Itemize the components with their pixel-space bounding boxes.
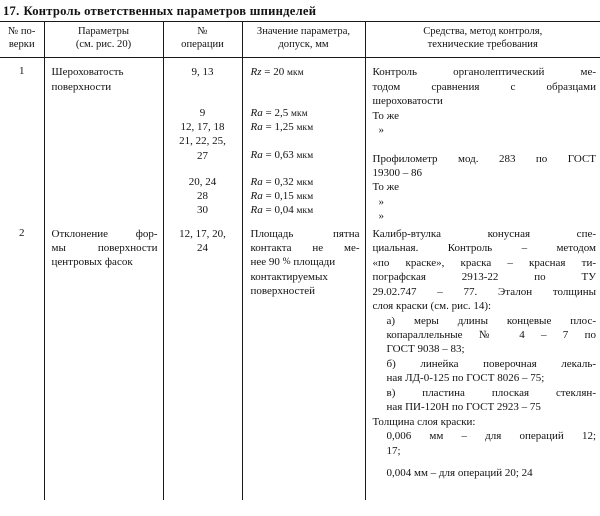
control-parameters-table bbox=[0, 22, 600, 499]
means-line: копараллельные № 4 – 7 по bbox=[386, 329, 596, 342]
means-line: Калибр-втулка конусная спе- bbox=[372, 227, 596, 240]
value-number: 0,15 bbox=[274, 189, 294, 202]
value-unit: мкм bbox=[296, 122, 314, 133]
means-ditto-mark: » bbox=[378, 195, 384, 208]
value-entry bbox=[251, 203, 360, 217]
means-line: ГОСТ 9038 – 83; bbox=[386, 343, 465, 356]
page-title bbox=[0, 0, 600, 21]
table-row bbox=[0, 58, 600, 224]
value-equals: = bbox=[262, 189, 275, 202]
value-unit: мкм bbox=[286, 68, 304, 79]
header-line: Значение параметра, bbox=[256, 26, 351, 38]
value-line: контакта не ме- bbox=[250, 242, 360, 255]
operation-no: 27 bbox=[197, 149, 208, 162]
check-no: 1 bbox=[19, 65, 25, 78]
value-number: 2,5 bbox=[274, 106, 289, 119]
header-line: Средства, метод контроля, bbox=[423, 26, 543, 38]
parameter-line: мы поверхности bbox=[51, 242, 158, 255]
percent-symbol: % bbox=[282, 256, 291, 268]
value-equals: = bbox=[262, 120, 275, 133]
header-cell-operation-no bbox=[163, 22, 242, 57]
row1-operations-cell bbox=[163, 58, 242, 224]
header-line: (см. рис. 20) bbox=[75, 39, 132, 51]
value-entry bbox=[251, 189, 360, 203]
operation-no: 24 bbox=[197, 242, 208, 255]
means-line: 17; bbox=[386, 444, 401, 457]
operation-no: 28 bbox=[197, 190, 208, 203]
value-number: 0,63 bbox=[274, 149, 294, 162]
means-line: шероховатости bbox=[372, 95, 443, 108]
means-line: Профилометр мод. 283 по ГОСТ bbox=[372, 152, 596, 165]
header-line: технические требования bbox=[427, 39, 538, 51]
value-symbol: Ra bbox=[250, 204, 263, 217]
row1-value-cell bbox=[242, 58, 365, 224]
row2-check-no-cell bbox=[0, 224, 44, 500]
value-entry bbox=[251, 65, 360, 79]
means-line: То же bbox=[372, 109, 399, 122]
value-unit: мкм bbox=[296, 191, 314, 202]
means-line: пографская 2913-22 по ТУ bbox=[372, 271, 596, 284]
means-line: 0,006 мм – для операций 12; bbox=[386, 430, 596, 443]
value-symbol: Rz bbox=[250, 66, 262, 79]
means-line: То же bbox=[372, 181, 399, 194]
value-entry bbox=[251, 148, 360, 162]
operation-no: 20, 24 bbox=[188, 175, 217, 188]
check-no: 2 bbox=[19, 226, 25, 239]
row2-parameter-cell bbox=[44, 224, 163, 500]
value-equals: = bbox=[262, 175, 275, 188]
value-line: поверхностей bbox=[250, 285, 316, 298]
value-number: 1,25 bbox=[274, 120, 294, 133]
row2-means-cell bbox=[365, 224, 600, 500]
row1-parameter-cell bbox=[44, 58, 163, 224]
value-entry bbox=[251, 106, 360, 120]
value-line: Площадь пятна bbox=[250, 227, 360, 240]
page-title-text: Контроль ответственных параметров шпинделей bbox=[23, 4, 317, 18]
operation-no: 30 bbox=[197, 204, 208, 217]
parameter-line: Отклонение фор- bbox=[51, 227, 158, 240]
parameter-line: Шероховатость bbox=[51, 66, 124, 79]
value-equals: = bbox=[262, 106, 275, 119]
value-symbol: Ra bbox=[250, 120, 263, 133]
value-unit: мкм bbox=[296, 151, 314, 162]
row1-means-cell bbox=[365, 58, 600, 224]
means-line: б) линейка поверочная лекаль- bbox=[386, 357, 596, 370]
means-ditto-mark: » bbox=[378, 124, 384, 137]
value-equals: = bbox=[261, 66, 274, 79]
means-line: слоя краски (см. рис. 14): bbox=[372, 300, 492, 313]
row1-check-no-cell bbox=[0, 58, 44, 224]
value-entry bbox=[251, 120, 360, 134]
value-line: контактируемых bbox=[250, 270, 328, 283]
header-line: № bbox=[197, 26, 208, 38]
means-line: 0,004 мм – для операций 20; 24 bbox=[386, 467, 533, 480]
value-symbol: Ra bbox=[250, 149, 263, 162]
header-line: № по- bbox=[8, 26, 36, 38]
means-line: ная ПИ-120Н по ГОСТ 2923 – 75 bbox=[386, 401, 541, 414]
header-cell-parameters bbox=[44, 22, 163, 57]
parameter-line: центровых фасок bbox=[51, 256, 133, 269]
table-row bbox=[0, 224, 600, 500]
row2-value-cell bbox=[242, 224, 365, 500]
table-header-row bbox=[0, 22, 600, 57]
value-number: 0,32 bbox=[274, 175, 294, 188]
operation-no: 12, 17, 18 bbox=[180, 120, 225, 133]
means-line: а) меры длины концевые плос- bbox=[386, 314, 596, 327]
operation-no: 12, 17, 20, bbox=[179, 227, 226, 240]
header-cell-check-no bbox=[0, 22, 44, 57]
header-line: допуск, мм bbox=[278, 39, 329, 51]
value-unit: мкм bbox=[296, 206, 314, 217]
row2-operations-cell bbox=[163, 224, 242, 500]
operation-no: 9, 13 bbox=[191, 66, 214, 79]
means-line: «по краске», краска – красная ти- bbox=[372, 256, 596, 269]
value-symbol: Ra bbox=[250, 175, 263, 188]
value-symbol: Ra bbox=[250, 106, 263, 119]
means-ditto-mark: » bbox=[378, 210, 384, 223]
parameter-line: поверхности bbox=[51, 80, 112, 93]
header-cell-value bbox=[242, 22, 365, 57]
header-cell-means bbox=[365, 22, 600, 57]
header-line: верки bbox=[8, 39, 35, 51]
means-line: циальная. Контроль – методом bbox=[372, 242, 596, 255]
means-line: тодом сравнения с образцами bbox=[372, 80, 596, 93]
header-line: Параметры bbox=[78, 26, 129, 38]
value-symbol: Ra bbox=[250, 189, 263, 202]
means-line: 19300 – 86 bbox=[372, 167, 422, 180]
value-number: 20 bbox=[273, 66, 285, 79]
means-line: в) пластина плоская стеклян- bbox=[386, 386, 596, 399]
value-line: нее 90 % площади bbox=[250, 256, 336, 269]
means-line: Толщина слоя краски: bbox=[372, 415, 476, 428]
value-unit: мкм bbox=[290, 108, 308, 119]
means-line: Контроль органолептический ме- bbox=[372, 66, 596, 79]
value-equals: = bbox=[262, 204, 275, 217]
value-entry bbox=[251, 175, 360, 189]
header-line: операции bbox=[181, 39, 224, 51]
operation-no: 21, 22, 25, bbox=[179, 135, 226, 148]
means-line: ная ЛД-0-125 по ГОСТ 8026 – 75; bbox=[386, 372, 545, 385]
operation-no: 9 bbox=[199, 106, 206, 119]
page-title-number: 17. bbox=[3, 4, 20, 18]
means-line: 29.02.747 – 77. Эталон толщины bbox=[372, 285, 596, 298]
value-equals: = bbox=[262, 149, 275, 162]
value-unit: мкм bbox=[296, 177, 314, 188]
value-number: 0,04 bbox=[274, 204, 294, 217]
